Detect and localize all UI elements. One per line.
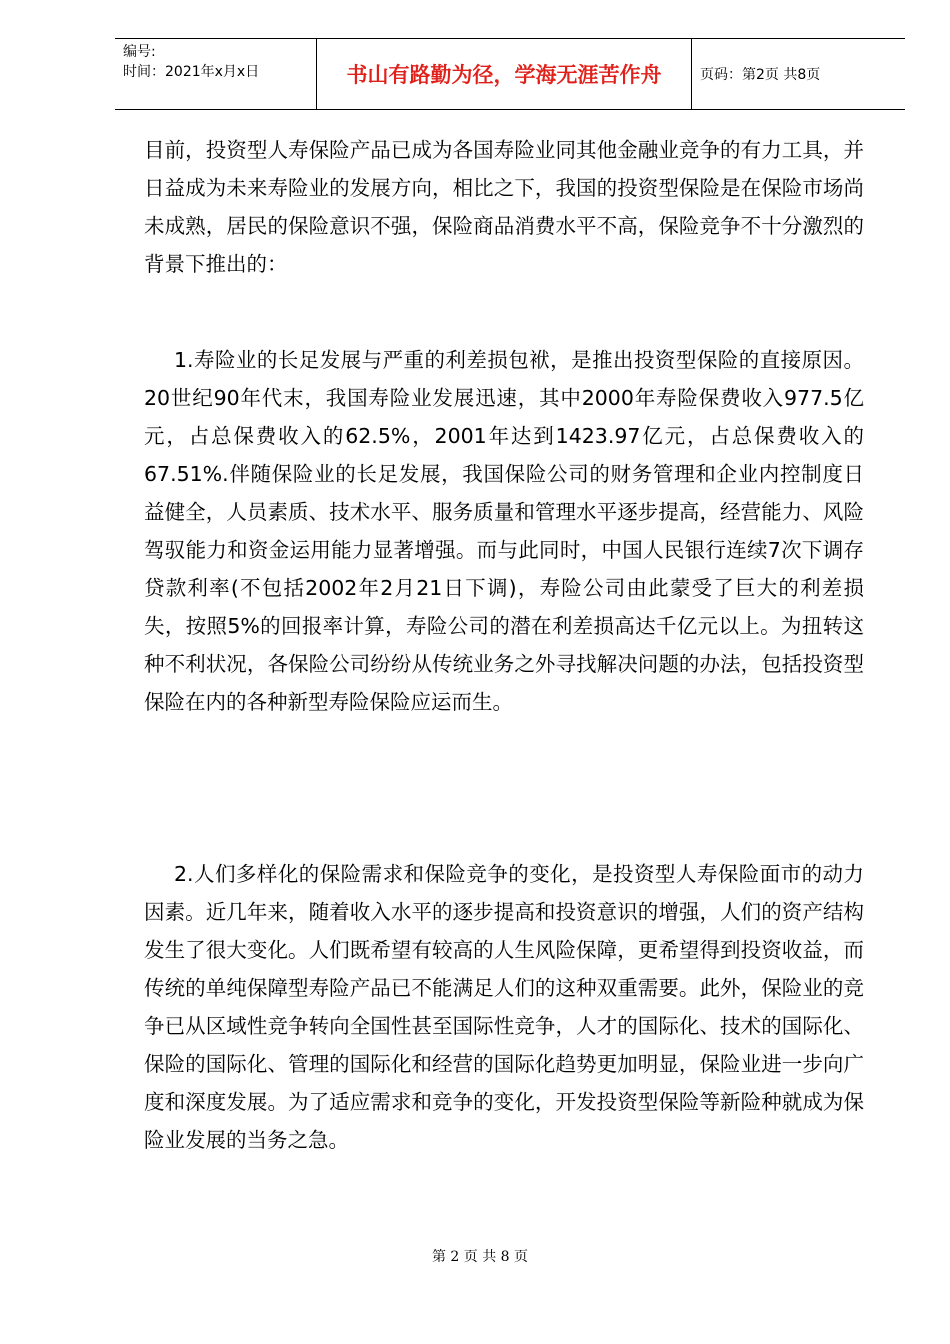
page-header [115, 38, 905, 110]
paragraph-point-1: 1.寿险业的长足发展与严重的利差损包袱，是推出投资型保险的直接原因。20世纪90年代末，我国寿险业发展迅速，其中2000年寿险保费收入977.5亿元，占总保费收入的62.5%，2001年达到1423.97亿元，占总保费收入的67.51%.伴随保险业的长足发展，我国保险公司的财务管理和企业内控制度日益健全，人员素质、技术水平、服务质量和管理水平逐步提高，经营能力、风险驾驭能力和资金运用能力显著增强。而与此同时，中国人民银行连续7次下调存贷款利率(不包括2002年2月21日下调)，寿险公司由此蒙受了巨大的利差损失，按照5%的回报率计算，寿险公司的潜在利差损高达千亿元以上。为扭转这种不利状况，各保险公司纷纷从传统业务之外寻找解决问题的办法，包括投资型保险在内的各种新型寿险保险应运而生。 [144, 348, 864, 714]
header-page-label: 页码：第2页 共8页 [700, 67, 821, 83]
paragraph-point-2: 2.人们多样化的保险需求和保险竞争的变化，是投资型人寿保险面市的动力因素。近几年来，随着收入水平的逐步提高和投资意识的增强，人们的资产结构发生了很大变化。人们既希望有较高的人生风险保障，更希望得到投资收益，而传统的单纯保障型寿险产品已不能满足人们的这种双重需要。此外，保险业的竞争已从区域性竞争转向全国性甚至国际性竞争，人才的国际化、技术的国际化、保险的国际化、管理的国际化和经营的国际化趋势更加明显，保险业进一步向广度和深度发展。为了适应需求和竞争的变化，开发投资型保险等新险种就成为保险业发展的当务之急。 [144, 862, 864, 1152]
header-motto: 书山有路勤为径，学海无涯苦作舟 [317, 39, 692, 109]
number-label: 编号: [123, 44, 156, 60]
page-footer: 第 2 页 共 8 页 [431, 1249, 529, 1265]
time-label: 时间：2021年x月x日 [123, 64, 260, 80]
header-meta [115, 39, 317, 109]
paragraph-intro: 目前，投资型人寿保险产品已成为各国寿险业同其他金融业竞争的有力工具，并日益成为未来寿险业的发展方向，相比之下，我国的投资型保险是在保险市场尚未成熟，居民的保险意识不强，保险商品消费水平不高，保险竞争不十分激烈的背景下推出的： [144, 138, 864, 276]
